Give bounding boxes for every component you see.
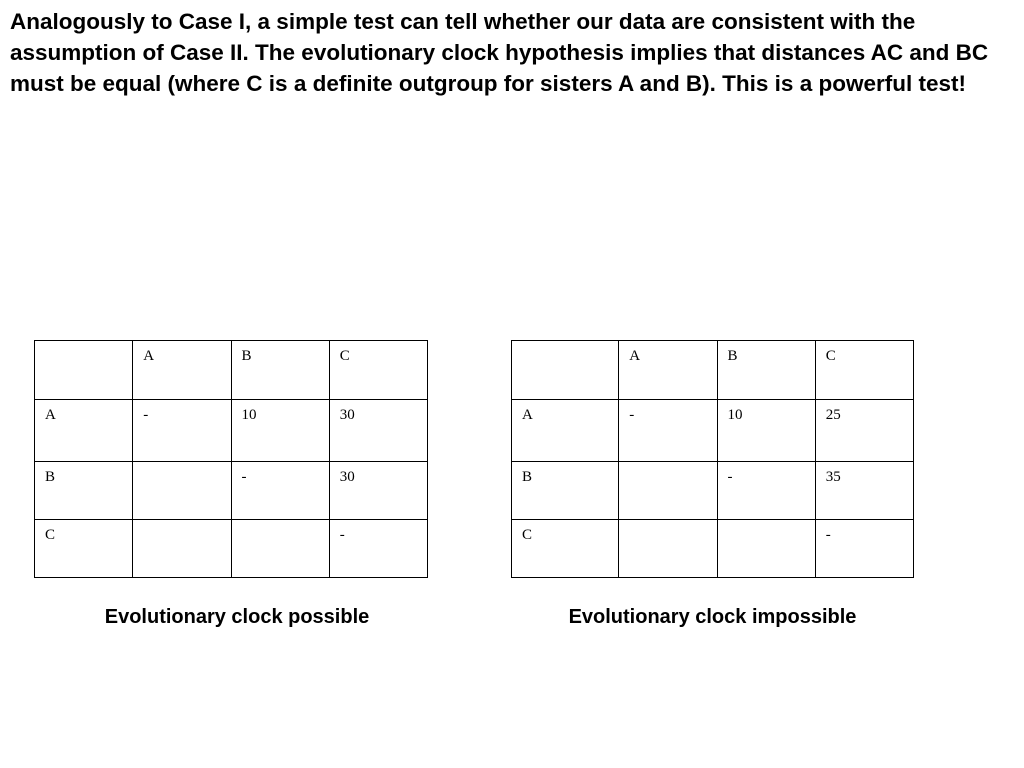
table-cell [619, 520, 717, 578]
table-row [35, 520, 428, 578]
table-cell [717, 520, 815, 578]
distance-table-clock-possible [34, 340, 428, 578]
table-cell [133, 462, 231, 520]
table-cell: 10 [231, 400, 329, 462]
table-row [512, 462, 914, 520]
caption-clock-possible: Evolutionary clock possible [104, 606, 370, 628]
table-cell: C [35, 520, 133, 578]
table-cell: B [717, 341, 815, 400]
table-cell: B [512, 462, 619, 520]
table-cell: 35 [815, 462, 913, 520]
table-cell [619, 462, 717, 520]
table-cell [133, 520, 231, 578]
table-cell: B [35, 462, 133, 520]
table-cell: A [619, 341, 717, 400]
table-cell: - [717, 462, 815, 520]
table-row [35, 462, 428, 520]
table-cell [35, 341, 133, 400]
table-cell: 30 [329, 462, 427, 520]
table-header-row [35, 341, 428, 400]
table-cell: 10 [717, 400, 815, 462]
table-cell: C [512, 520, 619, 578]
table-cell [231, 520, 329, 578]
table-cell: - [329, 520, 427, 578]
table-row [35, 400, 428, 462]
table-header-row [512, 341, 914, 400]
distance-table-clock-impossible [511, 340, 914, 578]
table-cell: A [35, 400, 133, 462]
intro-paragraph: Analogously to Case I, a simple test can tell whether our data are consistent with the assumption of Case II. The evolutionary clock hypothesis implies that distances AC and BC must be equal (where C is a definite outgroup for sisters A and B). This is a powerful test! [10, 9, 989, 96]
table-cell: 30 [329, 400, 427, 462]
table-row [512, 400, 914, 462]
table-cell: 25 [815, 400, 913, 462]
caption-clock-impossible: Evolutionary clock impossible [568, 606, 857, 628]
table-cell: C [815, 341, 913, 400]
table-cell: - [815, 520, 913, 578]
table-cell: B [231, 341, 329, 400]
table-cell: A [512, 400, 619, 462]
table-cell: C [329, 341, 427, 400]
table-cell: - [133, 400, 231, 462]
table-cell: - [619, 400, 717, 462]
table-cell: - [231, 462, 329, 520]
table-cell: A [133, 341, 231, 400]
table-cell [512, 341, 619, 400]
table-row [512, 520, 914, 578]
